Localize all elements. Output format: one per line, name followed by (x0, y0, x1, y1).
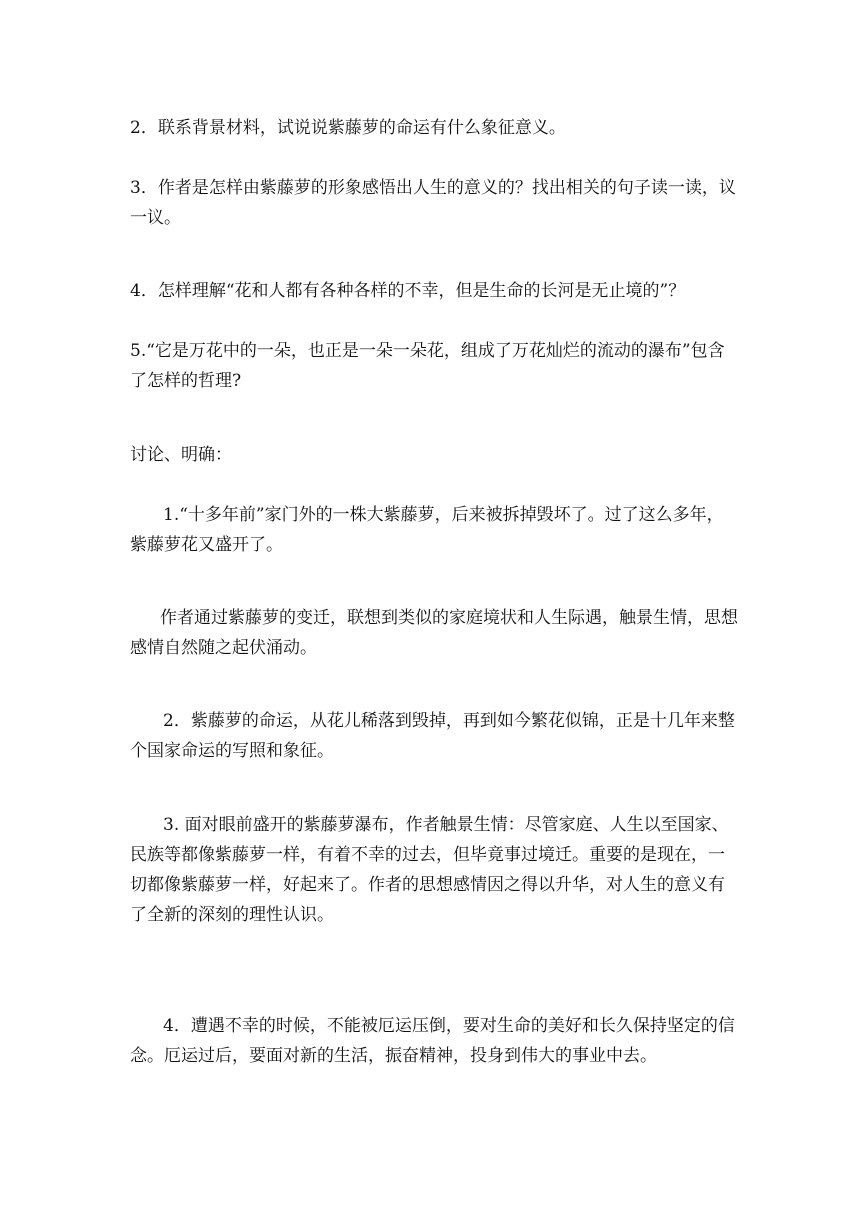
answer-2: 2．紫藤萝的命运，从花儿稀落到毁掉，再到如今繁花似锦，正是十几年来整个国家命运的写照和象征。 (130, 711, 735, 761)
answer-3: 3. 面对眼前盛开的紫藤萝瀑布，作者触景生情：尽管家庭、人生以至国家、民族等都像紫藤萝一样，有着不幸的过去，但毕竟事过境迁。重要的是现在，一切都像紫藤萝一样，好起来了。作者的思想感情因之得以升华，对人生的意义有了全新的深刻的理性认识。 (130, 815, 729, 925)
answer-1-explanation: 作者通过紫藤萝的变迁，联想到类似的家庭境状和人生际遇，触景生情，思想感情自然随之起伏涌动。 (130, 608, 738, 658)
discussion-heading: 讨论、明确： (130, 445, 232, 465)
answer-1: 1.“十多年前”家门外的一株大紫藤萝，后来被拆掉毁坏了。过了这么多年，紫藤萝花又盛开了。 (130, 505, 724, 555)
question-2: 2．联系背景材料，试说说紫藤萝的命运有什么象征意义。 (130, 118, 566, 138)
question-4: 4．怎样理解“花和人都有各种各样的不幸，但是生命的长河是无止境的”？ (130, 281, 686, 301)
question-3: 3．作者是怎样由紫藤萝的形象感悟出人生的意义的？找出相关的句子读一读，议一议。 (130, 178, 736, 228)
answer-4: 4．遭遇不幸的时候，不能被厄运压倒，要对生命的美好和长久保持坚定的信念。厄运过后，要面对新的生活，振奋精神，投身到伟大的事业中去。 (130, 1016, 735, 1066)
question-5: 5.“它是万花中的一朵，也正是一朵一朵花，组成了万花灿烂的流动的瀑布”包含了怎样的哲理? (130, 341, 725, 391)
